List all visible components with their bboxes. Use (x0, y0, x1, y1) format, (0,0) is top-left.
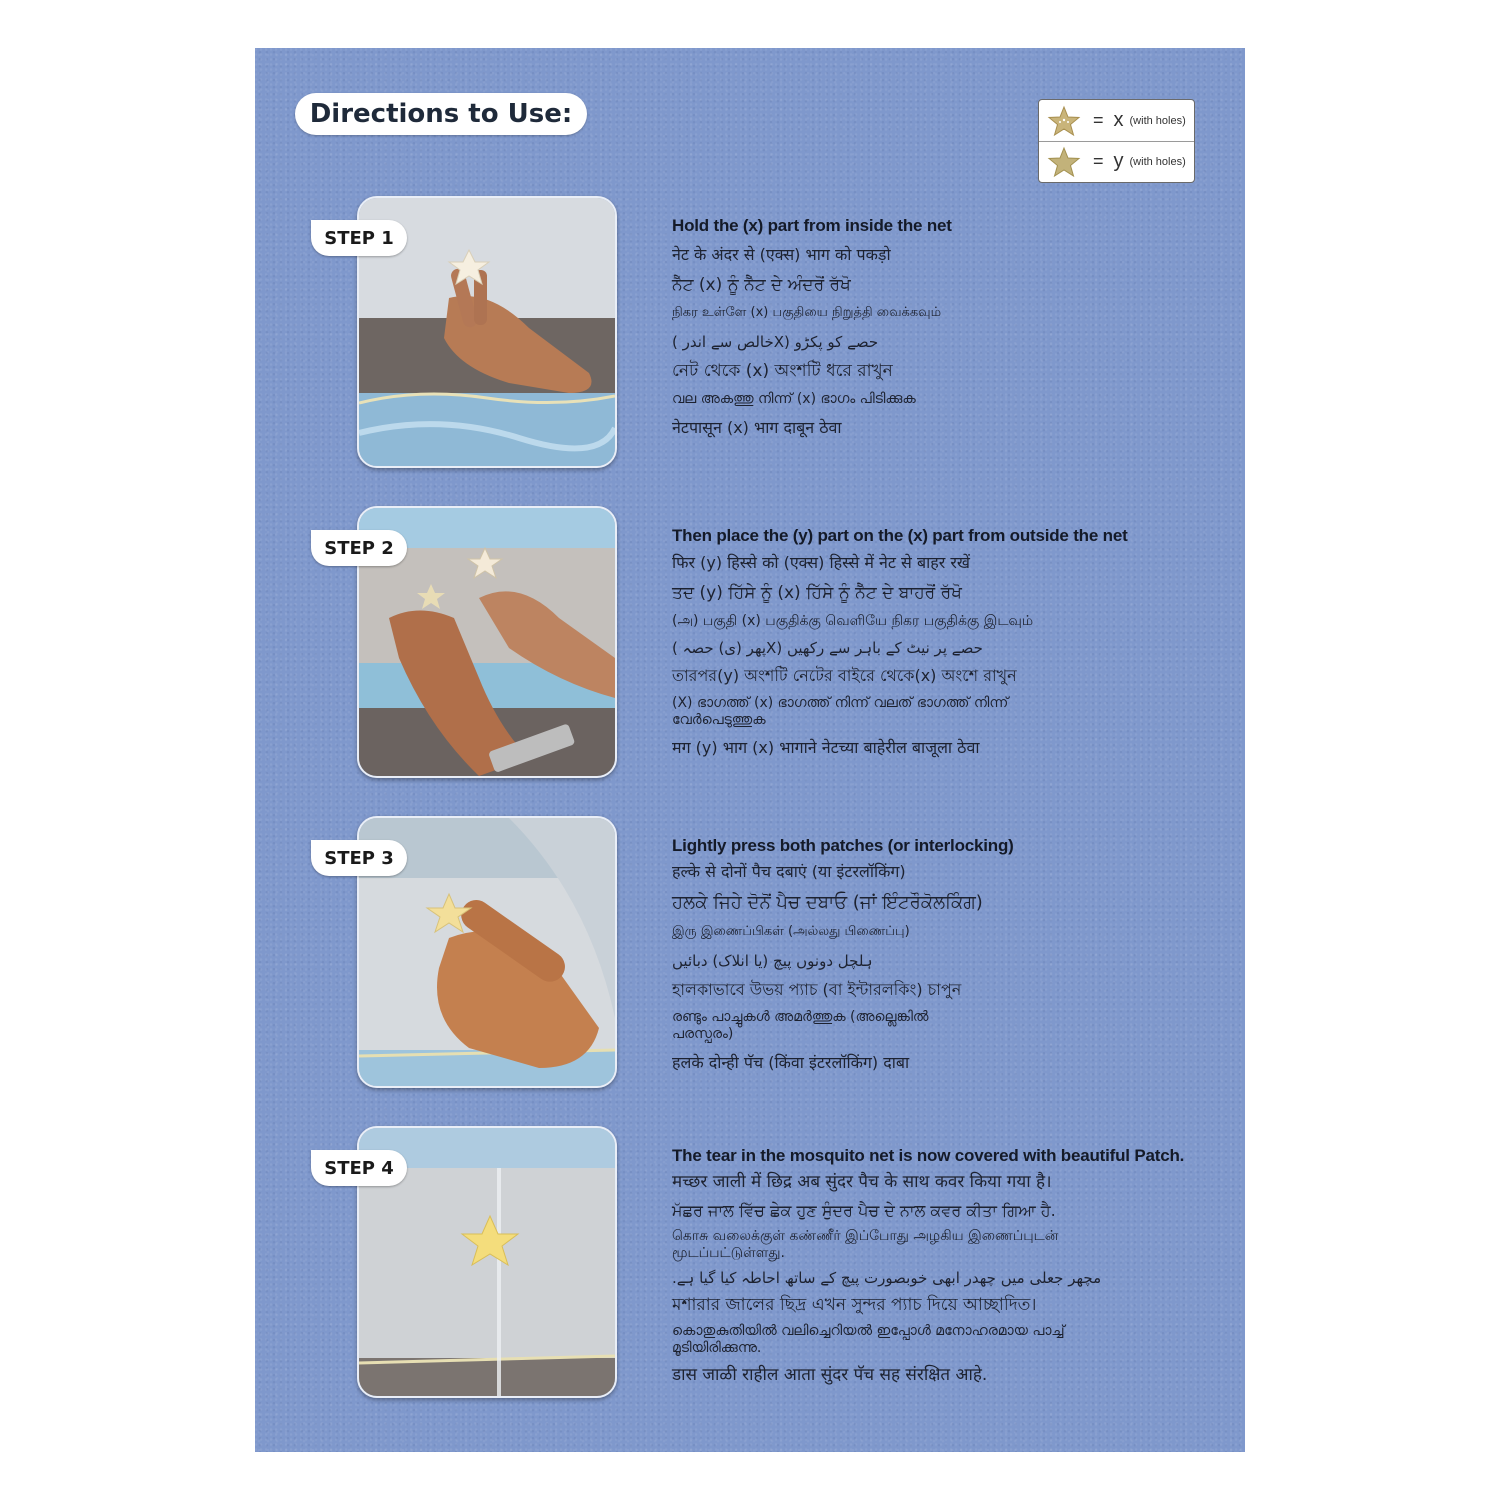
step-2-urdu: حصے پر نیٹ کے باہر سے رکھیں (Xپھر (ی) حصہ ) (672, 638, 983, 657)
step-4-text (672, 1146, 1212, 1385)
step-4-label: STEP 4 (311, 1150, 407, 1186)
step-2-label: STEP 2 (311, 530, 407, 566)
step-4-bengali: মশারার জালের ছিদ্র এখন সুন্দর প্যাচ দিয়ে আচ্ছাদিত। (672, 1294, 1037, 1315)
step-1-marathi: नेटपासून (x) भाग दाबून ठेवा (672, 417, 842, 437)
step-2-marathi: मग (y) भाग (x) भागाने नेटच्या बाहेरील बाजूला ठेवा (672, 737, 980, 757)
step-3-punjabi: ਹਲਕੇ ਜਿਹੇ ਦੋਨੋਂ ਪੈਚ ਦਬਾਓ (ਜਾਂ ਇੰਟਰੌਕੋਲਕਿੰਗ) (672, 891, 983, 913)
step-1-tamil: நிகர உள்ளே (x) பகுதியை நிறுத்தி வைக்கவும் (672, 304, 942, 320)
step-2-malayalam: (X) ഭാഗത്ത് (x) ഭാഗത്ത് നിന്ന് വലത് ഭാഗത്ത് നിന്ന് വേർപെടുത്തുക (672, 694, 1009, 728)
legend-box (1038, 99, 1195, 183)
step-3-marathi: हलके दोन्ही पॅच (किंवा इंटरलॉकिंग) दाबा (672, 1052, 910, 1072)
step-1-bengali: নেট থেকে (x) অংশটি ধরে রাখুন (672, 360, 893, 381)
step-3-bengali: হালকাভাবে উভয় প্যাচ (বা ইন্টারলকিং) চাপুন (672, 979, 962, 999)
step-1-heading: Hold the (x) part from inside the net (672, 216, 952, 235)
step-3-text (672, 836, 1212, 1072)
page-title: Directions to Use: (295, 93, 587, 135)
legend-note: (with holes) (1129, 114, 1186, 127)
step-2 (255, 506, 1245, 776)
step-4-hindi: मच्छर जाली में छिद्र अब सुंदर पैच के साथ कवर किया गया है। (672, 1172, 1052, 1193)
instruction-sheet (255, 48, 1245, 1452)
step-4 (255, 1126, 1245, 1396)
legend-equals: = (1093, 110, 1104, 130)
step-1-malayalam: വല അകത്തു നിന്ന് (x) ഭാഗം പിടിക്കുക (672, 390, 916, 407)
star-x-icon (1047, 105, 1081, 137)
star-y-icon (1047, 146, 1081, 178)
step-3-malayalam: രണ്ടും പാച്ചുകൾ അമർത്തുക (അല്ലെങ്കിൽ പരസ്പരം) (672, 1008, 929, 1042)
step-2-heading: Then place the (y) part on the (x) part from outside the net (672, 526, 1128, 545)
step-2-punjabi: ਤਦ (y) ਹਿੱਸੇ ਨੂੰ (x) ਹਿੱਸੇ ਨੂੰ ਨੈੱਟ ਦੇ ਬਾਹਰੋਂ ਰੱਖੋ (672, 582, 962, 603)
legend-letter-y: y (1113, 150, 1124, 172)
legend-letter-x: x (1113, 109, 1124, 131)
step-1 (255, 196, 1245, 466)
step-1-urdu: حصے کو پکڑو (Xخالص سے اندر ) (672, 332, 879, 351)
step-4-heading: The tear in the mosquito net is now covered with beautiful Patch. (672, 1146, 1185, 1165)
legend-note: (with holes) (1129, 155, 1186, 168)
step-1-text (672, 216, 1212, 437)
step-2-text (672, 526, 1212, 757)
step-2-bengali: তারপর(y) অংশটি নেটের বাইরে থেকে(x) অংশে রাখুন (672, 665, 1017, 685)
step-3-tamil: இரு இணைப்பிகள் (அல்லது பிணைப்பு) (672, 924, 910, 940)
step-3-urdu: ہلچل دونوں پیچ (یا انلاک) دبائیں (672, 951, 873, 970)
step-1-hindi: नेट के अंदर से (एक्स) भाग को पकड़ो (672, 245, 891, 265)
step-3-label: STEP 3 (311, 840, 407, 876)
legend-equals: = (1093, 151, 1104, 171)
step-1-punjabi: ਨੈੱਟ (x) ਨੂੰ ਨੈੱਟ ਦੇ ਅੰਦਰੋਂ ਰੱਖੋ (672, 274, 851, 295)
step-2-tamil: (அ) பகுதி (x) பகுதிக்கு வெளியே நிகர பகுதிக்கு இடவும் (672, 612, 1034, 629)
step-4-punjabi: ਮੱਛਰ ਜਾਲ ਵਿੱਚ ਛੇਕ ਹੁਣ ਸੁੰਦਰ ਪੈਚ ਦੇ ਨਾਲ ਕਵਰ ਕੀਤਾ ਗਿਆ ਹੈ. (672, 1200, 1056, 1220)
step-3-heading: Lightly press both patches (or interlocking) (672, 836, 1014, 855)
step-4-tamil: கொசு வலைக்குள் கண்ணீர் இப்போது அழகிய இணைப்புடன் மூடப்பட்டுள்ளது. (672, 1227, 1059, 1261)
legend-row-y (1039, 141, 1194, 182)
step-3 (255, 816, 1245, 1086)
step-2-hindi: फिर (y) हिस्से को (एक्स) हिस्से में नेट से बाहर रखें (672, 553, 971, 573)
step-3-hindi: हल्के से दोनों पैच दबाएं (या इंटरलॉकिंग) (672, 862, 906, 882)
legend-row-x (1039, 100, 1194, 142)
step-1-label: STEP 1 (311, 220, 407, 256)
step-4-malayalam: കൊതുകുതിയിൽ വലിച്ചെറിയൽ ഇപ്പോൾ മനോഹരമായ പാച്ച് മൂടിയിരിക്കുന്നു. (672, 1322, 1065, 1356)
step-4-urdu: مچھر جعلی میں چھدر ابھی خوبصورت پیچ کے ساتھ احاطہ کیا گیا ہے. (672, 1268, 1102, 1287)
step-4-marathi: डास जाळी राहील आता सुंदर पॅच सह संरक्षित आहे. (672, 1364, 988, 1385)
